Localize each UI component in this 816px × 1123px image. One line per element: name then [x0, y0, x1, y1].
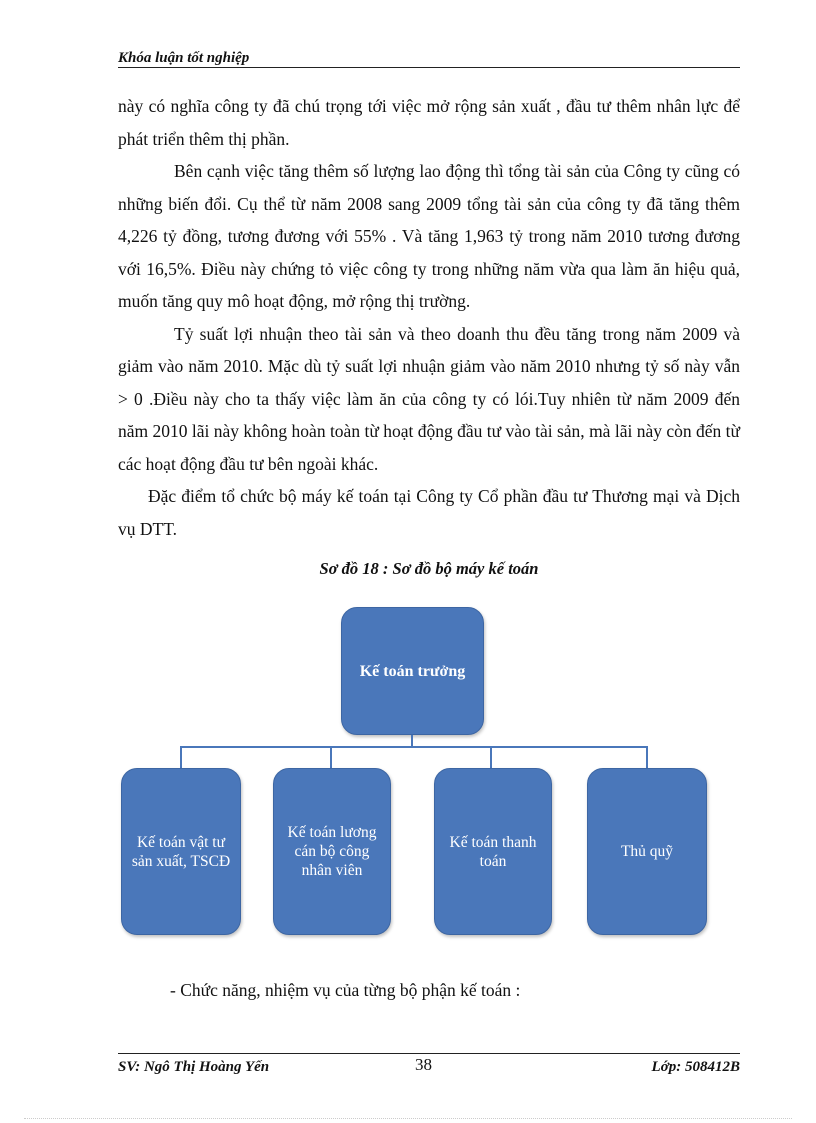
connector-drop-3: [490, 746, 492, 768]
footer-student-name: SV: Ngô Thị Hoàng Yến: [118, 1059, 270, 1075]
connector-horizontal: [180, 746, 647, 748]
footer-class: Lớp: 508412B: [651, 1059, 740, 1075]
paragraph-1: này có nghĩa công ty đã chú trọng tới việc mở rộng sản xuất , đầu tư thêm nhân lực để phát triển thêm thị phần.: [118, 96, 740, 149]
paragraph-2: Bên cạnh việc tăng thêm số lượng lao động thì tổng tài sản của Công ty cũng có những biến đổi. Cụ thể từ năm 2008 sang 2009 tổng tài sản của công ty đã tăng thêm 4,226 tỷ đồng, tương đương với 55% . Và tăng 1,963 tỷ trong năm 2010 tương đương với 16,5%. Điều này chứng tỏ việc công ty trong những năm vừa qua làm ăn hiệu quả, muốn tăng quy mô hoạt động, mở rộng thị trường.: [118, 161, 740, 311]
payment-accountant-box: Kế toán thanh toán: [434, 768, 552, 935]
treasurer-box: Thủ quỹ: [587, 768, 707, 935]
diagram-caption: Sơ đồ 18 : Sơ đồ bộ máy kế toán: [319, 559, 539, 578]
page-edge: [24, 1118, 792, 1119]
payroll-accountant-box: Kế toán lương cán bộ công nhân viên: [273, 768, 391, 935]
paragraph-4: Đặc điểm tổ chức bộ máy kế toán tại Công ty Cổ phần đầu tư Thương mại và Dịch vụ DTT.: [118, 486, 740, 539]
materials-accountant-box: Kế toán vật tư sản xuất, TSCĐ: [121, 768, 241, 935]
footer-rule: [118, 1053, 740, 1054]
page-number: 38: [415, 1055, 432, 1074]
header-rule: [118, 67, 740, 68]
header-title: Khóa luận tốt nghiệp: [118, 50, 250, 66]
paragraph-3: Tỷ suất lợi nhuận theo tài sản và theo doanh thu đều tăng trong năm 2009 và giảm vào năm 2010. Mặc dù tỷ suất lợi nhuận giảm vào năm 2010 nhưng tỷ số này vẫn > 0 .Điều này cho ta thấy việc làm ăn của công ty có lói.Tuy nhiên từ năm 2009 đến năm 2010 lãi này không hoàn toàn từ hoạt động đầu tư vào tài sản, mà lãi này còn đến từ các hoạt động đầu tư bên ngoài khác.: [118, 323, 740, 474]
connector-drop-4: [646, 746, 648, 768]
body-text: [118, 90, 740, 586]
connector-drop-2: [330, 746, 332, 768]
chief-accountant-box: Kế toán trưởng: [341, 607, 484, 735]
connector-drop-1: [180, 746, 182, 768]
function-heading: - Chức năng, nhiệm vụ của từng bộ phận kế toán :: [170, 980, 521, 1000]
